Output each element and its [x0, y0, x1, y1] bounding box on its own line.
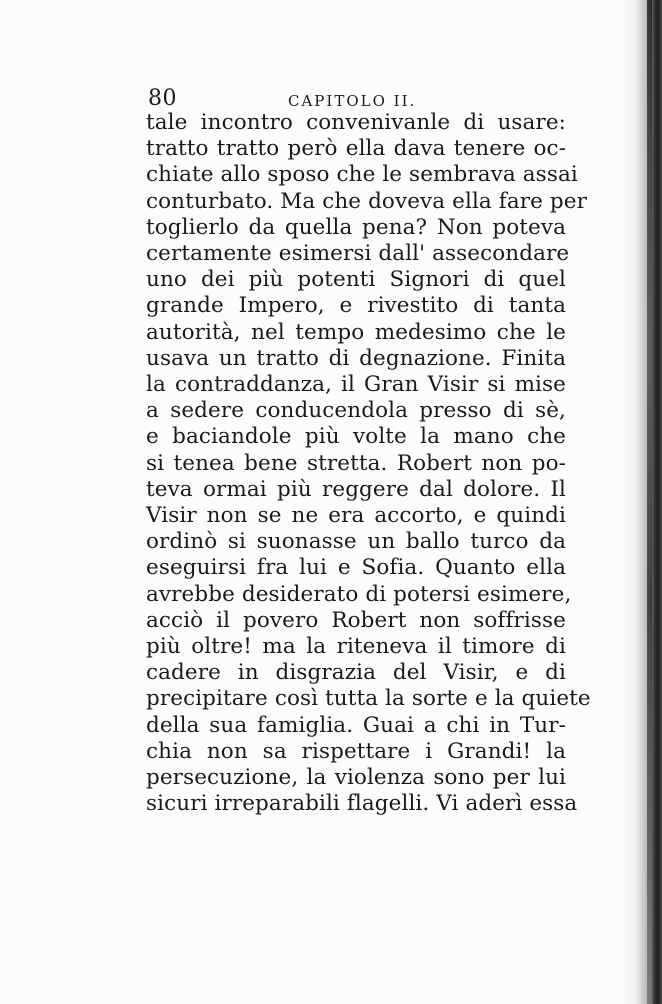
- text-line: autorità, nel tempo medesimo che le: [146, 319, 566, 345]
- text-line: e baciandole più volte la mano che: [146, 424, 566, 450]
- page-binding-edge: [622, 0, 662, 1004]
- text-line: si tenea bene stretta. Robert non po-: [146, 450, 566, 476]
- text-line: chiate allo sposo che le sembrava assai: [146, 162, 578, 188]
- text-line: grande Impero, e rivestito di tanta: [146, 293, 566, 319]
- text-line: la contraddanza, il Gran Visir si mise: [146, 372, 566, 398]
- text-line: precipitare così tutta la sorte e la quiete: [146, 686, 591, 712]
- text-line: usava un tratto di degnazione. Finita: [146, 345, 566, 371]
- text-line: chia non sa rispettare i Grandi! la: [146, 738, 566, 764]
- text-line: a sedere conducendola presso di sè,: [146, 398, 566, 424]
- text-line: tale incontro convenivanle di usare:: [146, 110, 566, 135]
- body-text: [146, 110, 591, 817]
- text-line: persecuzione, la violenza sono per lui: [146, 765, 566, 791]
- text-line: più oltre! ma la riteneva il timore di: [146, 634, 566, 660]
- text-line: cadere in disgrazia del Visir, e di: [146, 660, 566, 686]
- text-line: avrebbe desiderato di potersi esimere,: [146, 581, 572, 607]
- page-number: 80: [148, 86, 177, 111]
- text-line: tratto tratto però ella dava tenere oc-: [146, 136, 566, 162]
- text-line: teva ormai più reggere dal dolore. Il: [146, 476, 566, 502]
- text-line: uno dei più potenti Signori di quel: [146, 267, 566, 293]
- page-binding-shadow: [647, 0, 652, 1004]
- text-line: ordinò si suonasse un ballo turco da: [146, 529, 566, 555]
- text-line: acciò il povero Robert non soffrisse: [146, 607, 566, 633]
- text-line: eseguirsi fra lui e Sofia. Quanto ella: [146, 555, 566, 581]
- text-line: conturbato. Ma che doveva ella fare per: [146, 188, 587, 214]
- chapter-title: CAPITOLO II.: [288, 92, 417, 110]
- text-line: toglierlo da quella pena? Non poteva: [146, 214, 566, 240]
- text-line: della sua famiglia. Guai a chi in Tur-: [146, 712, 566, 738]
- text-line: certamente esimersi dall' assecondare: [146, 241, 570, 267]
- text-line: Visir non se ne era accorto, e quindi: [146, 503, 566, 529]
- text-line: sicuri irreparabili flagelli. Vi aderì essa: [146, 791, 578, 817]
